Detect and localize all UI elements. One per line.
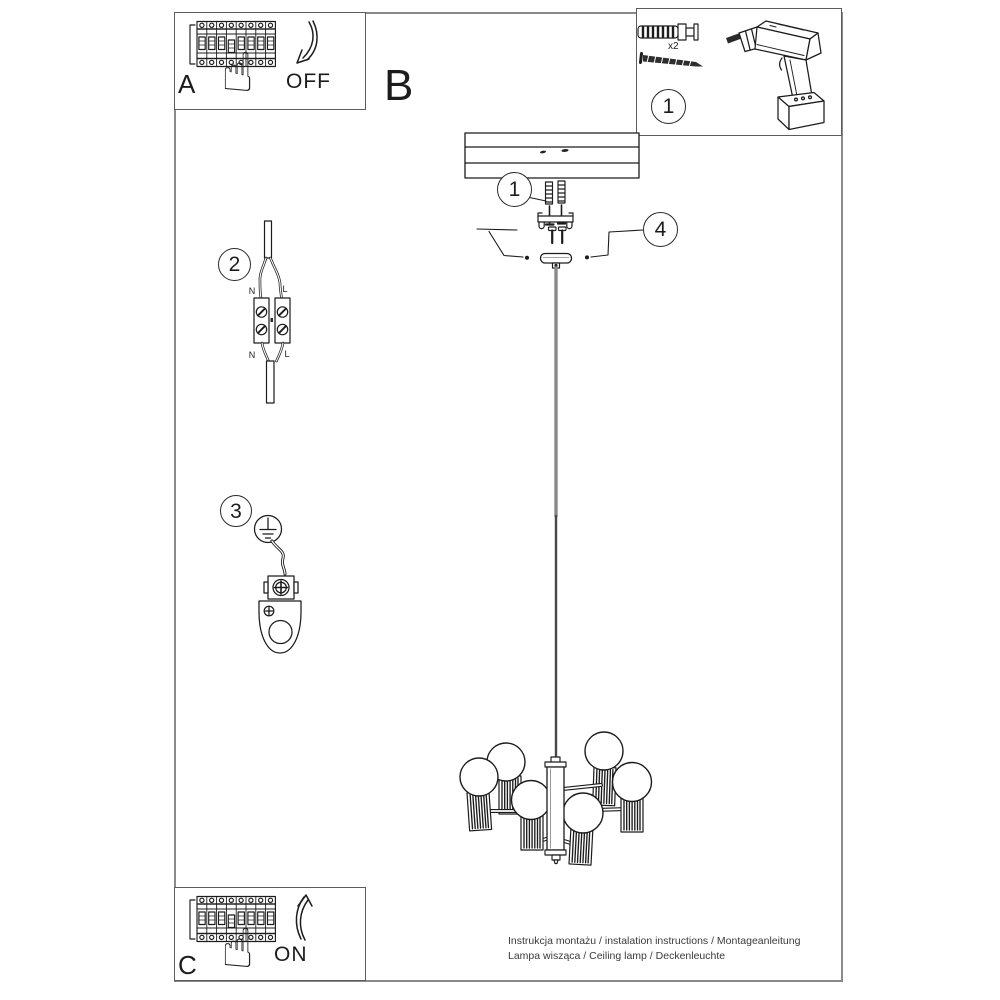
panel-breaker-off	[174, 12, 366, 110]
section-label-c: C	[178, 950, 197, 980]
callout-parts-1: 1	[651, 89, 686, 124]
on-label: ON	[274, 943, 308, 966]
wire-label-l-bottom: L	[284, 349, 290, 359]
section-label-b: B	[384, 61, 414, 110]
pointing-hand-icon: ☝	[221, 917, 254, 980]
off-label: OFF	[286, 70, 331, 93]
panel-breaker-on	[174, 887, 366, 981]
callout-wiring-2: 2	[218, 248, 251, 281]
anchor-quantity-label: x2	[668, 41, 679, 52]
page-border	[174, 12, 843, 982]
wire-label-n-top: N	[248, 286, 256, 296]
section-label-a: A	[178, 69, 196, 99]
wire-label-l-top: L	[282, 284, 288, 294]
pointing-hand-icon: ☝	[221, 41, 254, 104]
callout-anchors-1: 1	[497, 172, 532, 207]
footer-line-1: Instrukcja montażu / instalation instructions / Montageanleitung	[508, 935, 801, 947]
wire-label-n-bottom: N	[248, 350, 256, 360]
footer-line-2: Lampa wisząca / Ceiling lamp / Deckenleuchte	[508, 949, 726, 962]
callout-ground-3: 3	[220, 495, 252, 527]
callout-canopy-4: 4	[643, 212, 678, 247]
footer-text	[508, 934, 800, 963]
